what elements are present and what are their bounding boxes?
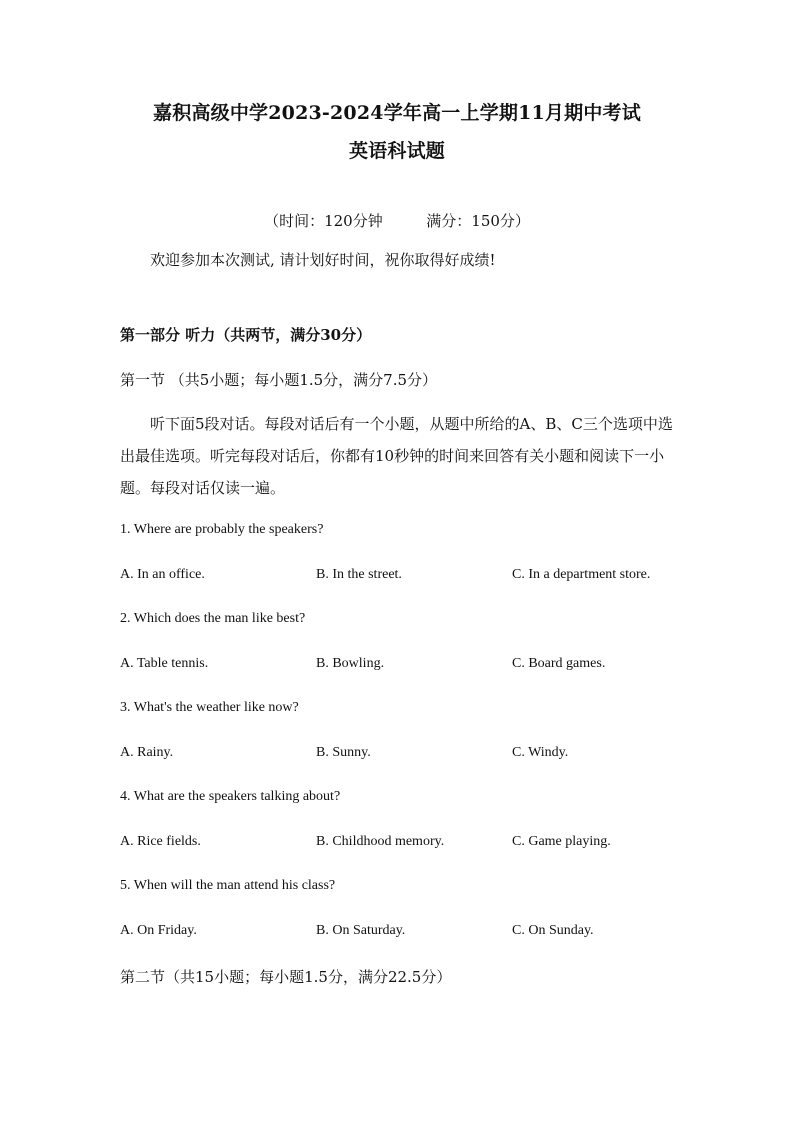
exam-info-line <box>0 210 794 231</box>
question-4-option-c: C. Game playing. <box>512 834 611 849</box>
part1-heading: 第一部分 听力（共两节，满分30分） <box>120 326 372 344</box>
question-4: 4. What are the speakers talking about? <box>120 789 341 804</box>
question-3: 3. What's the weather like now? <box>120 700 299 715</box>
question-5: 5. When will the man attend his class? <box>120 878 336 893</box>
question-3-option-b: B. Sunny. <box>316 745 371 760</box>
section2-heading: 第二节（共15小题；每小题1.5分，满分22.5分） <box>120 968 452 986</box>
section1-heading: 第一节 （共5小题；每小题1.5分，满分7.5分） <box>120 371 438 389</box>
exam-subtitle: 英语科试题 <box>348 140 445 162</box>
question-5-option-b: B. On Saturday. <box>316 923 406 938</box>
question-5-option-c: C. On Sunday. <box>512 923 594 938</box>
exam-title: 嘉积高级中学2023-2024学年高一上学期11月期中考试 <box>153 102 641 124</box>
question-2: 2. Which does the man like best? <box>120 611 306 626</box>
greeting-text: 欢迎参加本次测试, 请计划好时间，祝你取得好成绩! <box>150 251 496 269</box>
question-4-option-a: A. Rice fields. <box>120 834 201 849</box>
question-4-option-b: B. Childhood memory. <box>316 834 445 849</box>
full-score: 满分：150分） <box>426 212 530 230</box>
question-3-option-c: C. Windy. <box>512 745 569 760</box>
question-5-option-a: A. On Friday. <box>120 923 197 938</box>
question-1-option-c: C. In a department store. <box>512 567 651 582</box>
question-1-option-a: A. In an office. <box>120 567 205 582</box>
question-1: 1. Where are probably the speakers? <box>120 522 324 537</box>
question-3-option-a: A. Rainy. <box>120 745 174 760</box>
question-2-option-b: B. Bowling. <box>316 656 385 671</box>
time-limit: （时间：120分钟 <box>264 212 383 230</box>
question-2-option-c: C. Board games. <box>512 656 606 671</box>
question-1-option-b: B. In the street. <box>316 567 402 582</box>
question-2-option-a: A. Table tennis. <box>120 656 209 671</box>
section1-instructions: 听下面5段对话。每段对话后有一个小题，从题中所给的A、B、C三个选项中选出最佳选项。听完每段对话后，你都有10秒钟的时间来回答有关小题和阅读下一小题。每段对话仅读一遍。 <box>120 415 673 497</box>
